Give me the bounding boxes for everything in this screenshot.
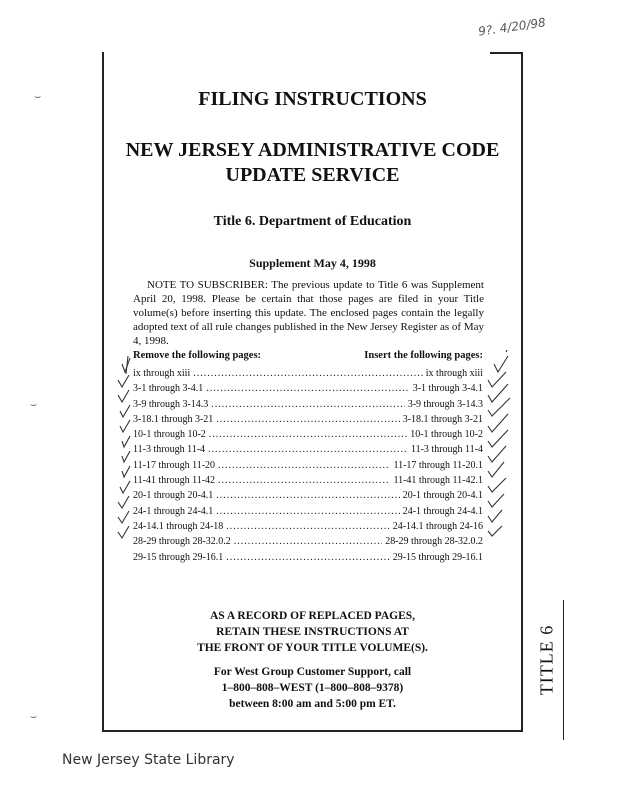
check-mark: [118, 375, 129, 387]
supplement-date: Supplement May 4, 1998: [249, 256, 376, 270]
check-mark: [488, 372, 506, 387]
insert-pages: 3-18.1 through 3-21: [402, 413, 483, 425]
remove-pages: 28-29 through 28-32.0.2: [133, 536, 231, 548]
check-mark: [122, 466, 130, 477]
table-row: [133, 397, 483, 412]
leader-dots: [218, 458, 390, 473]
table-row: [133, 504, 483, 519]
table-row: [133, 534, 483, 549]
insert-pages: 20-1 through 20-4.1: [402, 490, 483, 502]
check-mark: [488, 430, 508, 447]
remove-pages: 10-1 through 10-2: [133, 429, 206, 441]
remove-pages: 3-9 through 3-14.3: [133, 398, 209, 410]
leader-dots: [226, 550, 389, 565]
check-mark: [488, 462, 504, 477]
support-line-1: For West Group Customer Support, call: [213, 666, 412, 678]
table-row: [133, 488, 483, 503]
library-stamp: New Jersey State Library: [62, 752, 235, 768]
insert-pages: ix through xiii: [425, 368, 483, 379]
margin-mark: ⌣: [30, 398, 38, 411]
filing-table: [133, 350, 483, 565]
retain-line-3: THE FRONT OF YOUR TITLE VOLUME(S).: [197, 642, 428, 654]
leader-dots: [216, 488, 399, 503]
heading-line-1: NEW JERSEY ADMINISTRATIVE CODE: [125, 139, 500, 161]
frame-top-rule: [490, 52, 523, 54]
check-mark: [122, 436, 130, 447]
insert-pages: 24-1 through 24-4.1: [402, 505, 483, 517]
note-body: The previous update to Title 6 was Supplement April 20, 1998. Please be certain that those pages are filed in your Title volume(s) before inserting this update. The enclosed pages contain the legally adopted text of all rule changes published in the New Jersey Register as of May 4, 1998.: [133, 279, 484, 347]
insert-pages: 11-17 through 11-20.1: [393, 459, 483, 471]
remove-pages: 29-15 through 29-16.1: [133, 551, 224, 563]
check-mark: [488, 494, 504, 507]
main-heading: [104, 138, 521, 188]
insert-header: Insert the following pages:: [364, 350, 483, 361]
insert-pages: 11-41 through 11-42.1: [393, 475, 483, 487]
check-mark: [122, 358, 130, 372]
retain-line-1: AS A RECORD OF REPLACED PAGES,: [209, 610, 416, 622]
check-mark: [118, 496, 129, 508]
check-mark: [120, 405, 130, 417]
check-mark: [118, 390, 129, 402]
insert-pages: 29-15 through 29-16.1: [392, 551, 483, 563]
remove-pages: ix through xiii: [133, 368, 191, 379]
table-row: [133, 550, 483, 565]
insert-pages: 11-3 through 11-4: [410, 444, 483, 456]
frame-bottom-rule: [102, 730, 523, 732]
page-title: FILING INSTRUCTIONS: [198, 88, 427, 110]
leader-dots: [226, 519, 389, 534]
check-mark: [488, 414, 508, 432]
leader-dots: [216, 412, 399, 427]
insert-pages: 3-1 through 3-4.1: [412, 383, 483, 395]
title-side-tab: [535, 620, 559, 700]
table-row: [133, 366, 483, 381]
leader-dots: [193, 366, 423, 381]
check-mark: [122, 451, 130, 462]
side-tab-label: TITLE 6: [536, 624, 557, 696]
table-header: [133, 350, 483, 366]
table-row: [133, 412, 483, 427]
remove-pages: 20-1 through 20-4.1: [133, 490, 214, 502]
title-subtitle: Title 6. Department of Education: [213, 214, 412, 229]
retain-line-2: RETAIN THESE INSTRUCTIONS AT: [216, 626, 409, 638]
check-mark: [488, 446, 506, 462]
check-mark: [118, 526, 129, 538]
check-mark: [506, 350, 510, 352]
leader-dots: [208, 442, 408, 457]
table-row: [133, 442, 483, 457]
insert-pages: 24-14.1 through 24-16: [392, 520, 483, 532]
remove-pages: 24-1 through 24-4.1: [133, 505, 214, 517]
remove-pages: 11-41 through 11-42: [133, 475, 216, 487]
note-lead: NOTE TO SUBSCRIBER:: [147, 279, 268, 291]
leader-dots: [206, 381, 409, 396]
remove-header: Remove the following pages:: [133, 350, 262, 361]
check-mark: [488, 526, 502, 536]
heading-line-2: UPDATE SERVICE: [225, 164, 400, 186]
table-row: [133, 458, 483, 473]
handwritten-note: 9?. 4/20/98: [477, 15, 547, 39]
remove-pages: 3-18.1 through 3-21: [133, 413, 214, 425]
remove-pages: 24-14.1 through 24-18: [133, 520, 224, 532]
remove-pages: 11-17 through 11-20: [133, 459, 216, 471]
margin-mark: ⌣: [34, 90, 42, 103]
remove-pages: 11-3 through 11-4: [133, 444, 206, 456]
check-mark: [118, 511, 129, 523]
insert-pages: 28-29 through 28-32.0.2: [385, 536, 483, 548]
leader-dots: [209, 427, 407, 442]
retain-instructions: [104, 608, 521, 656]
check-mark: [126, 356, 128, 374]
table-row: [133, 519, 483, 534]
check-mark: [120, 481, 130, 493]
table-row: [133, 473, 483, 488]
margin-mark: ⌣: [30, 710, 38, 723]
leader-dots: [218, 473, 390, 488]
leader-dots: [234, 534, 382, 549]
leader-dots: [216, 504, 399, 519]
customer-support: [104, 664, 521, 712]
remove-pages: 3-1 through 3-4.1: [133, 383, 204, 395]
side-tab-rule: [563, 600, 564, 740]
support-line-2: 1–800–808–WEST (1–800–808–9378): [221, 682, 404, 694]
check-mark: [494, 356, 508, 372]
leader-dots: [211, 397, 404, 412]
check-mark: [488, 398, 510, 416]
table-row: [133, 427, 483, 442]
table-row: [133, 381, 483, 396]
check-mark: [488, 384, 508, 402]
insert-pages: 10-1 through 10-2: [410, 429, 483, 441]
insert-pages: 3-9 through 3-14.3: [407, 398, 483, 410]
subscriber-note: [133, 278, 484, 348]
check-mark: [488, 510, 502, 522]
support-line-3: between 8:00 am and 5:00 pm ET.: [229, 698, 396, 710]
frame-right-rule: [521, 52, 523, 732]
check-mark: [120, 420, 130, 432]
check-mark: [488, 478, 506, 492]
